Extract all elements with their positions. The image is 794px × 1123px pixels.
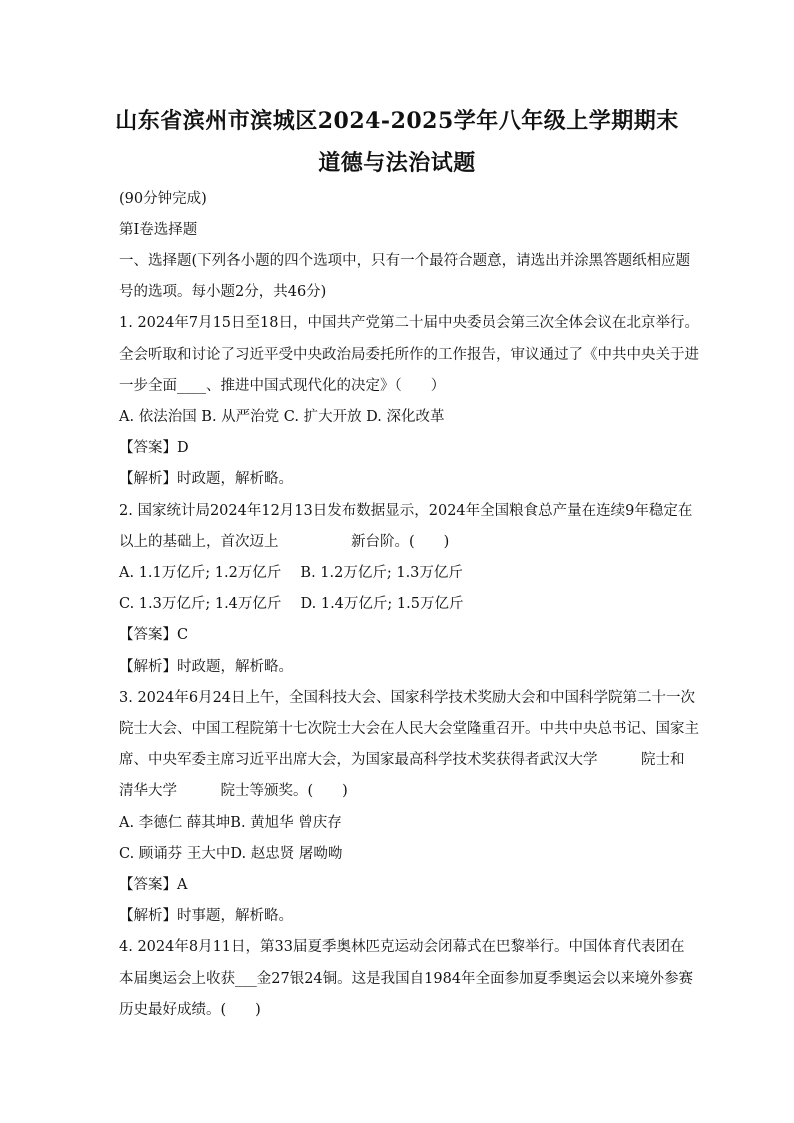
answer-label: 【答案】A [119, 877, 188, 893]
question-stem-line: 本届奥运会上收获___金27银24铜。这是我国自1984年全面参加夏季奥运会以来境外参赛 [119, 971, 694, 987]
question-stem-line: 以上的基础上，首次迈上 新台阶。( ) [119, 534, 450, 550]
duration-note: (90分钟完成) [119, 191, 207, 207]
question-options: C. 1.3万亿斤; 1.4万亿斤 D. 1.4万亿斤; 1.5万亿斤 [119, 596, 464, 612]
question-stem-line: 3. 2024年6月24日上午，全国科技大会、国家科学技术奖励大会和中国科学院第二十一次 [119, 690, 696, 706]
question-options: A. 依法治国 B. 从严治党 C. 扩大开放 D. 深化改革 [119, 409, 445, 425]
question-options: A. 李德仁 薛其坤B. 黄旭华 曾庆存 [119, 815, 342, 831]
question-options: A. 1.1万亿斤; 1.2万亿斤 B. 1.2万亿斤; 1.3万亿斤 [119, 565, 463, 581]
instruction-line: 一、选择题(下列各小题的四个选项中，只有一个最符合题意，请选出并涂黑答题纸相应题 [119, 253, 691, 269]
question-stem-line: 1. 2024年7月15日至18日，中国共产党第二十届中央委员会第三次全体会议在北京举行。 [119, 315, 699, 331]
instruction-line: 号的选项。每小题2分，共46分) [119, 284, 327, 300]
document-title: 山东省滨州市滨城区2024-2025学年八年级上学期期末 [115, 108, 679, 134]
question-stem-line: 席、中央军委主席习近平出席大会，为国家最高科学技术奖获得者武汉大学 院士和 [119, 752, 685, 768]
answer-label: 【答案】D [119, 440, 189, 456]
analysis-label: 【解析】时政题，解析略。 [119, 659, 293, 675]
analysis-label: 【解析】时事题，解析略。 [119, 908, 293, 924]
question-stem-line: 2. 国家统计局2024年12月13日发布数据显示，2024年全国粮食总产量在连续9年稳定在 [119, 503, 693, 519]
section-heading: 第Ⅰ卷选择题 [119, 222, 198, 238]
question-stem-line: 清华大学 院士等颁奖。( ) [119, 783, 348, 799]
question-stem-line: 历史最好成绩。( ) [119, 1002, 261, 1018]
question-stem-line: 全会听取和讨论了习近平受中央政治局委托所作的工作报告，审议通过了《中共中央关于进 [119, 347, 699, 363]
question-options: C. 顾诵芬 王大中D. 赵忠贤 屠呦呦 [119, 846, 343, 862]
answer-label: 【答案】C [119, 627, 189, 643]
analysis-label: 【解析】时政题，解析略。 [119, 471, 293, 487]
document-subtitle: 道德与法治试题 [318, 150, 476, 176]
question-stem-line: 一步全面____、推进中国式现代化的决定》（ ） [119, 378, 446, 394]
question-stem-line: 院士大会、中国工程院第十七次院士大会在人民大会堂隆重召开。中共中央总书记、国家主 [119, 721, 699, 737]
question-stem-line: 4. 2024年8月11日，第33届夏季奥林匹克运动会闭幕式在巴黎举行。中国体育代表团在 [119, 939, 685, 955]
